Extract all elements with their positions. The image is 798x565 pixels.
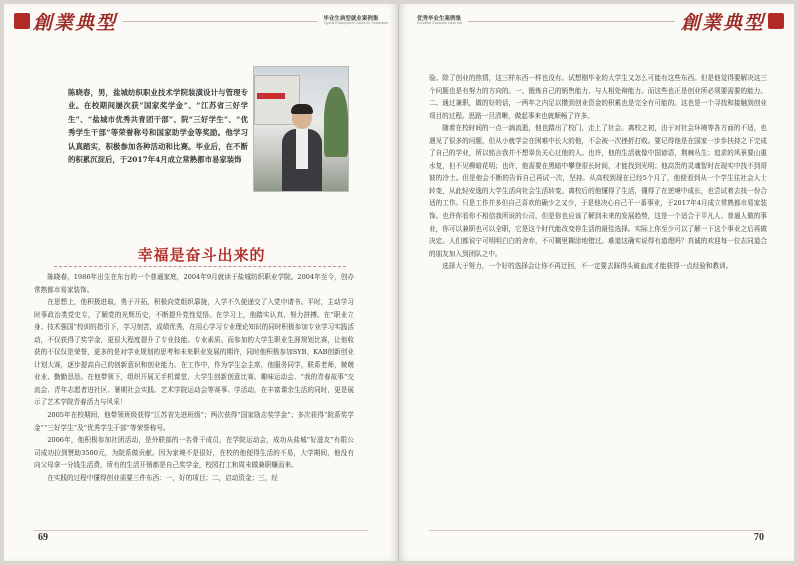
profile-bio: 陈晓春，男，盐城纺织职业技术学院装潢设计与管理专业。在校期间屡次获“国家奖学金”、“江苏省三好学生”、“盐城市优秀共青团干部”、院“三好学生”、“优秀学生干部”等荣誉称号和国家助学金等奖励。他学习认真踏实，积极参加各种活动和比赛。毕业后，在不断的积累沉淀后，于2017年4月成立常熟都市易家装饰 [68, 88, 248, 165]
paragraph: 陈晓春，1986年出生在东台的一个普通家庭，2004年9月就读于盐城纺织职业学院。2004年至今，创办常熟都市易家装饰。 [34, 273, 354, 294]
brand [14, 8, 117, 35]
title-rule [54, 266, 346, 270]
header-label-en: Typical Employment Cases for Graduates [323, 21, 388, 26]
header-label [417, 16, 462, 26]
footer-rule [429, 530, 764, 531]
footer-rule [34, 530, 368, 531]
page-number: 70 [754, 532, 764, 543]
left-body-text [34, 271, 354, 484]
header-label-en: Excellent Graduate Case Set [417, 21, 463, 26]
profile-photo [253, 66, 349, 192]
brand-title: 創業典型 [680, 11, 765, 34]
header-label [323, 16, 388, 26]
paragraph: 2006年，他积极参加社团活动，是外联部的一名骨干成员，在学院运动会，成功从盐城“好滋友”有限公司成功拉到赞助3500元，为院系做贡献。因为家境不是很好，在校的他便得生活的不易，大学期间，他没有向父母拿一分钱生活费，所有的生活开销都是自己奖学金，校园打工和周末做兼职赚而来。 [34, 436, 354, 470]
article-title: 幸福是奋斗出来的 [137, 246, 266, 264]
paragraph: 随着在校时间的一点一滴流逝，他也踏出了校门，走上了社会。离校之初，由于对社会环境等各方面的不适，也遇见了很多的问题，但从小就学会在困难中长大的他，不会被一次挫折打败。要记得他是在国家一步步扶持之下完成了自己的学业，所以铭言我并不想辜负关心过他的人。也许，他的生活就像中国谚语，荆棘丛生；追求的风景要山重水复，但不见柳暗花明；也许，他需要在黑暗中攀登很长时间，才能找到光明；他高贵的灵魂智时在现实中找不到哥彼的冷土。但是他会不断的告诉自己再试一次，坚持。从高校到现在已经5个月了，他便看到从一个学生往社会人士转变，从此轻安逸的大学生活向社会生活转变。离校后的他懂得了生活，懂得了在逆境中成长，也尝试着去找一份合适的工作。只是工作并多但自己喜欢的确少之又少，于是他决心自己干一番事业，于2017年4月成立常熟都市易家装饰。也许你看你不相信我所说的公司，但是你也应该了解到未来的发展趋势，这是一个适合于平凡人、普通人做的事业，你可以兼职也可以全职，它是这个时代能改变你生活的最佳选择。实际上你至少可以了解一下这个事业之后再做决定。人们都说宁可明明白白的舍弃，不可糊里糊涂地错过。难道这确实说得有道理吗？真诚的欢迎每一位志同道合的朋友加入到团队之中。 [429, 124, 767, 258]
paragraph: 验。除了创业的热情，这三样东西一样也没有。试想刚毕业的大学生又怎么可能有这些东西。但是他觉得要解决这三个问题也是有努力的方向的。一、锻炼自己的销售能力、与人相处辩能力。而这些也正是创业所必须要需要的能力。二、通过兼职，做的好的话，一两年之内足以攒到创业资金的积累也是完全有可能的。这也是一个寻找和接触到创业项目的过程。思路一旦清晰，做起事来也就顺畅了许多。 [429, 74, 767, 120]
right-header [417, 8, 784, 34]
page-number: 69 [38, 532, 48, 543]
paragraph: 在实践的过程中懂得创业需要三件东西：一，好的项目；二，启动资金；三，经 [47, 473, 278, 482]
paragraph: 2005年在校期间，他带领班级获得“江苏省先进班级”；两次获得“国家励志奖学金”；多次获得“院系奖学金”“三好学生”及“优秀学生干部”等荣誉称号。 [34, 411, 354, 432]
brand [681, 8, 784, 35]
photo-tree [324, 87, 348, 157]
seal-icon [768, 13, 784, 29]
right-page [399, 4, 794, 561]
header-rule [468, 21, 675, 22]
brand-title: 創業典型 [33, 11, 118, 34]
right-body-text [429, 72, 767, 273]
paragraph: 在思想上，他积极进取，勇于开拓，积极向党组织靠拢，入学不久便递交了入党申请书。平时，主动学习时事政治类党史专，了解党的光辉历史，不断提升党性觉悟。在学习上，他踏实认真、努力拼搏。在“职业立身、技术强国”校训的指引下，学习刻苦，成绩优秀，在用心学习专业理论知识的同时积极参加专业学习实践活动，不仅获得了奖学金，更很大程度提升了专业技能。专业素质。而参加的大学生职业生涯规划比赛，让他收获的不仅仅是荣誉，更多的是对学业规划的思考和未来职业发展的期许，同时他积极参加SYB、KAB创新创业计划大赛，逐步提高自己的创新意识和创业能力。在工作中，作为学生会主席，他服务同学，联系老师，兢兢业业、勤勤恳恳。在他带领下，组织开展无手机课堂、大学生创新创意比赛、趣味运动会、“我的青春故事”交流会、青年志愿者进社区、暑期社会实践、艺术学院运动会等赛事、学活动，在丰富课余生活的同时，更是展示了艺术学院青春活力与风采！ [34, 298, 354, 407]
seal-icon [14, 13, 30, 29]
left-header [14, 8, 388, 34]
photo-person-hair [291, 104, 313, 114]
left-page [4, 4, 399, 561]
photo-person-shirt [296, 129, 308, 169]
photo-sign [257, 93, 285, 99]
book-spread [4, 4, 794, 561]
header-label-cn: 优秀毕业生案例集 [417, 16, 462, 23]
header-label-cn: 毕业生典型就业案例集 [323, 16, 379, 23]
paragraph: 选择大于努力，一个好的选择会让你不再迂回，不一定要去踩得头破血流才能获得一点经验和教训。 [442, 262, 733, 271]
header-rule [123, 21, 317, 22]
